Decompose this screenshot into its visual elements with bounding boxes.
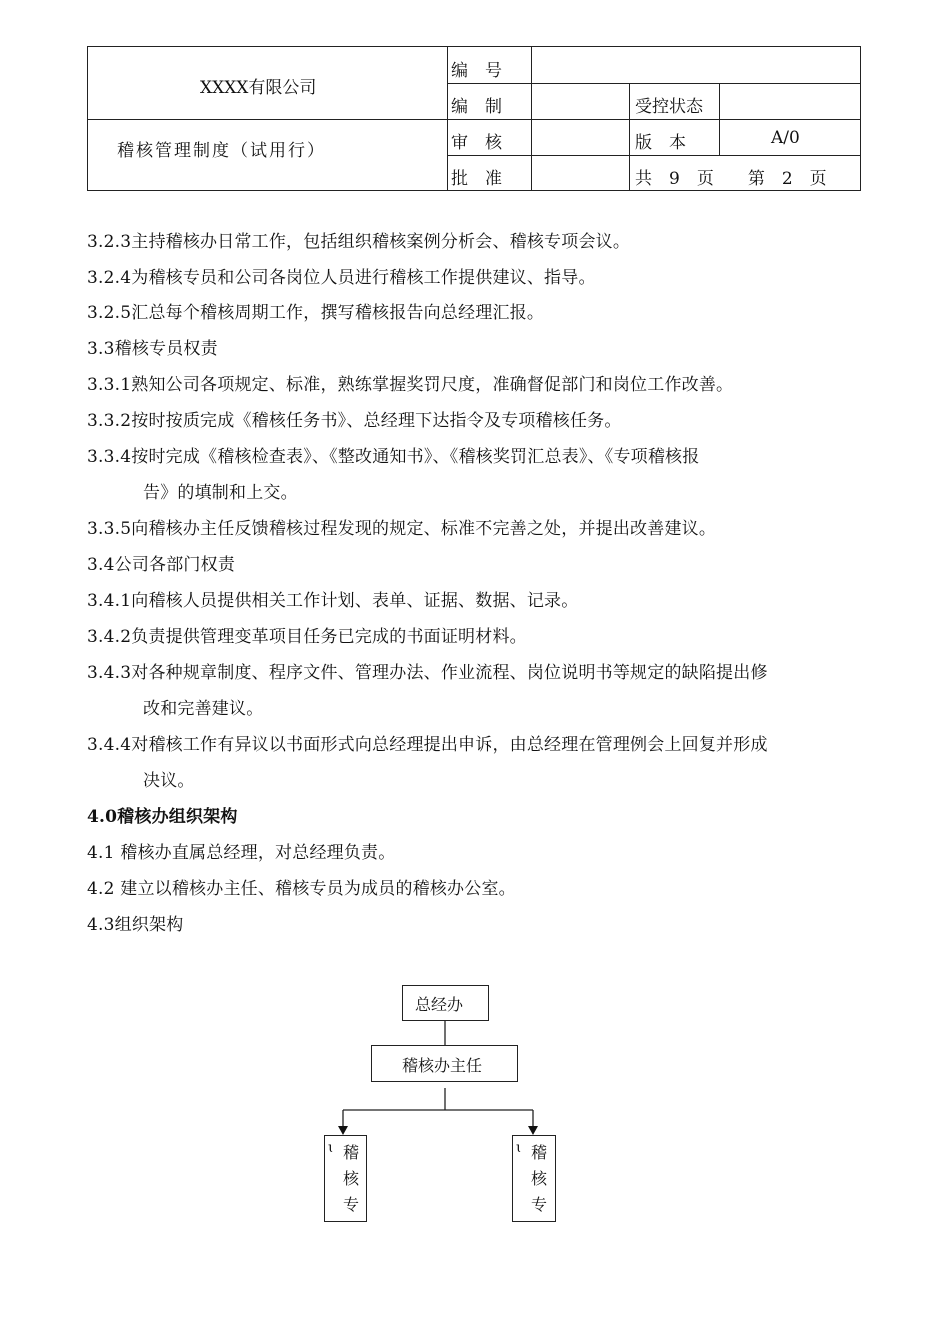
number-label: 编 号 [451, 61, 502, 81]
control-status-label: 受控状态 [635, 97, 703, 117]
org-node-label: 总经办 [415, 995, 464, 1014]
clause-line: 3.4.3对各种规章制度、程序文件、管理办法、作业流程、岗位说明书等规定的缺陷提出修 [87, 663, 768, 683]
org-node-auditor-left [324, 1135, 367, 1222]
clause-line-continued: 改和完善建议。 [143, 699, 264, 719]
org-node-auditor-right [512, 1135, 556, 1222]
clause-line: 3.3.4按时完成《稽核检查表》、《整改通知书》、《稽核奖罚汇总表》、《专项稽核报 [87, 447, 700, 467]
review-label: 审 核 [451, 133, 502, 153]
clause-line: 3.2.5汇总每个稽核周期工作，撰写稽核报告向总经理汇报。 [87, 303, 545, 323]
org-node-mark: ɩ [328, 1140, 334, 1156]
prepare-label: 编 制 [451, 97, 502, 117]
org-node-vertical-label: 稽 核 专 [342, 1143, 359, 1214]
clause-line-continued: 决议。 [143, 771, 195, 791]
clause-line: 4.2 建立以稽核办主任、稽核专员为成员的稽核办公室。 [87, 879, 516, 899]
version-value: A/0 [771, 128, 800, 148]
company-name: XXXX有限公司 [200, 78, 317, 98]
arrow-down-icon [338, 1126, 348, 1135]
org-node-audit-director [371, 1045, 518, 1082]
clause-line: 4.3组织架构 [87, 915, 184, 935]
page-count: 共 9 页 第 2 页 [635, 169, 827, 189]
org-node-label: 稽核办主任 [402, 1056, 483, 1075]
section-heading: 3.3稽核专员权责 [87, 339, 218, 359]
version-label: 版 本 [635, 133, 686, 153]
chapter-heading: 4.0稽核办组织架构 [87, 807, 238, 827]
arrow-down-icon [528, 1126, 538, 1135]
document-title-main: 稽核管理制度 [117, 141, 231, 161]
clause-line: 3.4.4对稽核工作有异议以书面形式向总经理提出申诉，由总经理在管理例会上回复并形成 [87, 735, 768, 755]
clause-line: 3.3.1熟知公司各项规定、标准，熟练掌握奖罚尺度，准确督促部门和岗位工作改善。 [87, 375, 734, 395]
clause-line: 4.1 稽核办直属总经理，对总经理负责。 [87, 843, 396, 863]
clause-line: 3.3.2按时按质完成《稽核任务书》、总经理下达指令及专项稽核任务。 [87, 411, 622, 431]
clause-line: 3.4.2负责提供管理变革项目任务已完成的书面证明材料。 [87, 627, 527, 647]
clause-line: 3.2.4为稽核专员和公司各岗位人员进行稽核工作提供建议、指导。 [87, 268, 596, 288]
org-node-general-office [402, 985, 489, 1021]
clause-line: 3.2.3主持稽核办日常工作，包括组织稽核案例分析会、稽核专项会议。 [87, 232, 631, 252]
document-title-suffix: （试用行） [231, 141, 326, 161]
section-heading: 3.4公司各部门权责 [87, 555, 236, 575]
approve-label: 批 准 [451, 169, 502, 189]
org-node-vertical-label: 稽 核 专 [530, 1143, 547, 1214]
clause-line: 3.3.5向稽核办主任反馈稽核过程发现的规定、标准不完善之处，并提出改善建议。 [87, 519, 717, 539]
clause-line-continued: 告》的填制和上交。 [143, 483, 298, 503]
org-node-mark: ɩ [516, 1140, 522, 1156]
clause-line: 3.4.1向稽核人员提供相关工作计划、表单、证据、数据、记录。 [87, 591, 579, 611]
